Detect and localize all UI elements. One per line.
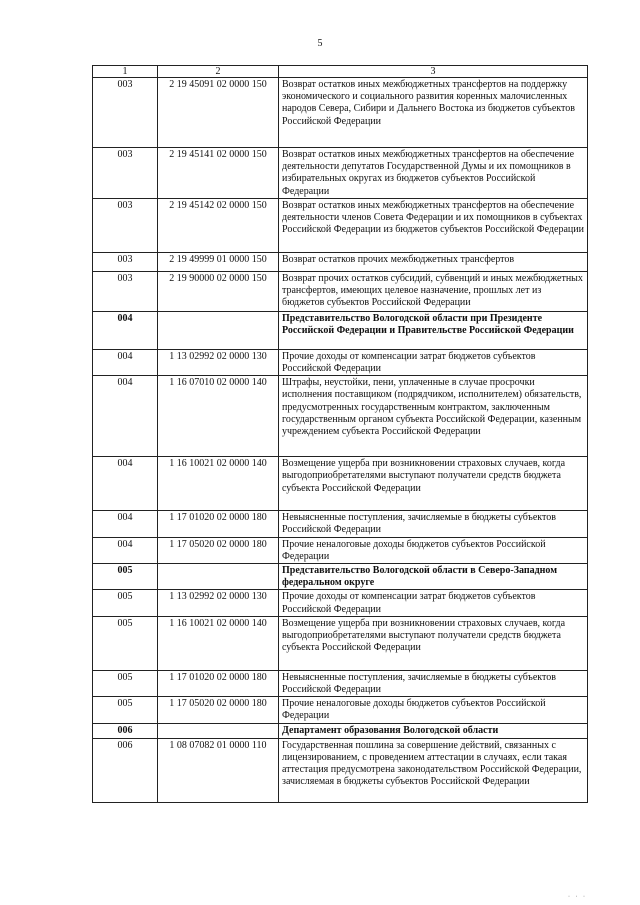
admin-code-cell: 005	[93, 564, 158, 590]
kbk-code-cell	[158, 311, 279, 349]
table-row	[93, 511, 588, 537]
section-row	[93, 564, 588, 590]
kbk-code-cell: 1 13 02992 02 0000 130	[158, 590, 279, 616]
page-number: 5	[317, 38, 323, 49]
table-row	[93, 148, 588, 199]
description-cell: Возврат остатков иных межбюджетных трансфертов на обеспечение деятельности депутатов Государственной Думы и их помощников в избирательных округах из бюджетов субъектов Российской Федерации	[279, 148, 588, 199]
table-row	[93, 376, 588, 457]
description-cell: Прочие доходы от компенсации затрат бюджетов субъектов Российской Федерации	[279, 590, 588, 616]
admin-code-cell: 003	[93, 78, 158, 148]
admin-code-cell: 006	[93, 738, 158, 802]
table-row	[93, 349, 588, 375]
table-body	[93, 78, 588, 803]
description-cell: Невыясненные поступления, зачисляемые в бюджеты субъектов Российской Федерации	[279, 670, 588, 696]
table-row	[93, 590, 588, 616]
description-cell: Прочие доходы от компенсации затрат бюджетов субъектов Российской Федерации	[279, 349, 588, 375]
admin-code-cell: 003	[93, 252, 158, 271]
description-cell: Представительство Вологодской области в Северо-Западном федеральном округе	[279, 564, 588, 590]
kbk-code-cell: 1 16 10021 02 0000 140	[158, 457, 279, 511]
scan-edge-mark: · · ·	[568, 894, 587, 900]
description-cell: Прочие неналоговые доходы бюджетов субъектов Российской Федерации	[279, 697, 588, 723]
admin-code-cell: 004	[93, 537, 158, 563]
table-row	[93, 616, 588, 670]
admin-code-cell: 003	[93, 148, 158, 199]
table-header-row	[93, 66, 588, 78]
kbk-code-cell: 1 13 02992 02 0000 130	[158, 349, 279, 375]
kbk-code-cell: 2 19 49999 01 0000 150	[158, 252, 279, 271]
description-cell: Штрафы, неустойки, пени, уплаченные в случае просрочки исполнения поставщиком (подрядчиком, исполнителем) обязательств, предусмотренных государственным контрактом, заключенным государственным органом субъекта Российской Федерации, казенным учреждением субъекта Российской Федерации	[279, 376, 588, 457]
kbk-code-cell: 2 19 45142 02 0000 150	[158, 198, 279, 252]
kbk-code-cell: 1 08 07082 01 0000 110	[158, 738, 279, 802]
admin-code-cell: 005	[93, 590, 158, 616]
description-cell: Возмещение ущерба при возникновении страховых случаев, когда выгодоприобретателями выступают получатели средств бюджета субъекта Российской Федерации	[279, 616, 588, 670]
kbk-code-cell: 1 17 01020 02 0000 180	[158, 511, 279, 537]
table-row	[93, 697, 588, 723]
description-cell: Департамент образования Вологодской области	[279, 723, 588, 738]
kbk-code-cell: 2 19 90000 02 0000 150	[158, 271, 279, 311]
table-row	[93, 252, 588, 271]
description-cell: Государственная пошлина за совершение действий, связанных с лицензированием, с проведением аттестации в случаях, если такая аттестация предусмотрена законодательством Российской Федерации, зачисляемая в бюджеты субъектов Российской Федерации	[279, 738, 588, 802]
description-cell: Прочие неналоговые доходы бюджетов субъектов Российской Федерации	[279, 537, 588, 563]
description-cell: Возврат остатков прочих межбюджетных трансфертов	[279, 252, 588, 271]
description-cell: Возврат прочих остатков субсидий, субвенций и иных межбюджетных трансфертов, имеющих целевое назначение, прошлых лет из бюджетов субъектов Российской Федерации	[279, 271, 588, 311]
admin-code-cell: 004	[93, 311, 158, 349]
description-cell: Представительство Вологодской области при Президенте Российской Федерации и Правительстве Российской Федерации	[279, 311, 588, 349]
description-cell: Возврат остатков иных межбюджетных трансфертов на обеспечение деятельности членов Совета Федерации и их помощников в субъектах Российской Федерации из бюджетов субъектов Российской Федерации	[279, 198, 588, 252]
table-row	[93, 670, 588, 696]
table-row	[93, 198, 588, 252]
column-header-3: 3	[279, 66, 588, 78]
column-header-2: 2	[158, 66, 279, 78]
description-cell: Возмещение ущерба при возникновении страховых случаев, когда выгодоприобретателями выступают получатели средств бюджета субъекта Российской Федерации	[279, 457, 588, 511]
column-header-1: 1	[93, 66, 158, 78]
table-row	[93, 78, 588, 148]
kbk-code-cell	[158, 564, 279, 590]
section-row	[93, 723, 588, 738]
kbk-code-cell: 1 17 05020 02 0000 180	[158, 537, 279, 563]
description-cell: Возврат остатков иных межбюджетных трансфертов на поддержку экономического и социального развития коренных малочисленных народов Севера, Сибири и Дальнего Востока из бюджетов субъектов Российской Федерации	[279, 78, 588, 148]
table-row	[93, 738, 588, 802]
description-cell: Невыясненные поступления, зачисляемые в бюджеты субъектов Российской Федерации	[279, 511, 588, 537]
admin-code-cell: 004	[93, 511, 158, 537]
admin-code-cell: 006	[93, 723, 158, 738]
admin-code-cell: 004	[93, 376, 158, 457]
admin-code-cell: 005	[93, 616, 158, 670]
kbk-code-cell: 2 19 45091 02 0000 150	[158, 78, 279, 148]
admin-code-cell: 005	[93, 697, 158, 723]
kbk-code-cell: 1 17 05020 02 0000 180	[158, 697, 279, 723]
table-row	[93, 271, 588, 311]
kbk-code-cell: 1 16 07010 02 0000 140	[158, 376, 279, 457]
admin-code-cell: 003	[93, 198, 158, 252]
section-row	[93, 311, 588, 349]
admin-code-cell: 003	[93, 271, 158, 311]
kbk-code-cell: 2 19 45141 02 0000 150	[158, 148, 279, 199]
kbk-code-cell: 1 17 01020 02 0000 180	[158, 670, 279, 696]
revenue-codes-table	[92, 65, 588, 803]
kbk-code-cell	[158, 723, 279, 738]
admin-code-cell: 004	[93, 457, 158, 511]
table-row	[93, 457, 588, 511]
admin-code-cell: 004	[93, 349, 158, 375]
table-row	[93, 537, 588, 563]
admin-code-cell: 005	[93, 670, 158, 696]
kbk-code-cell: 1 16 10021 02 0000 140	[158, 616, 279, 670]
